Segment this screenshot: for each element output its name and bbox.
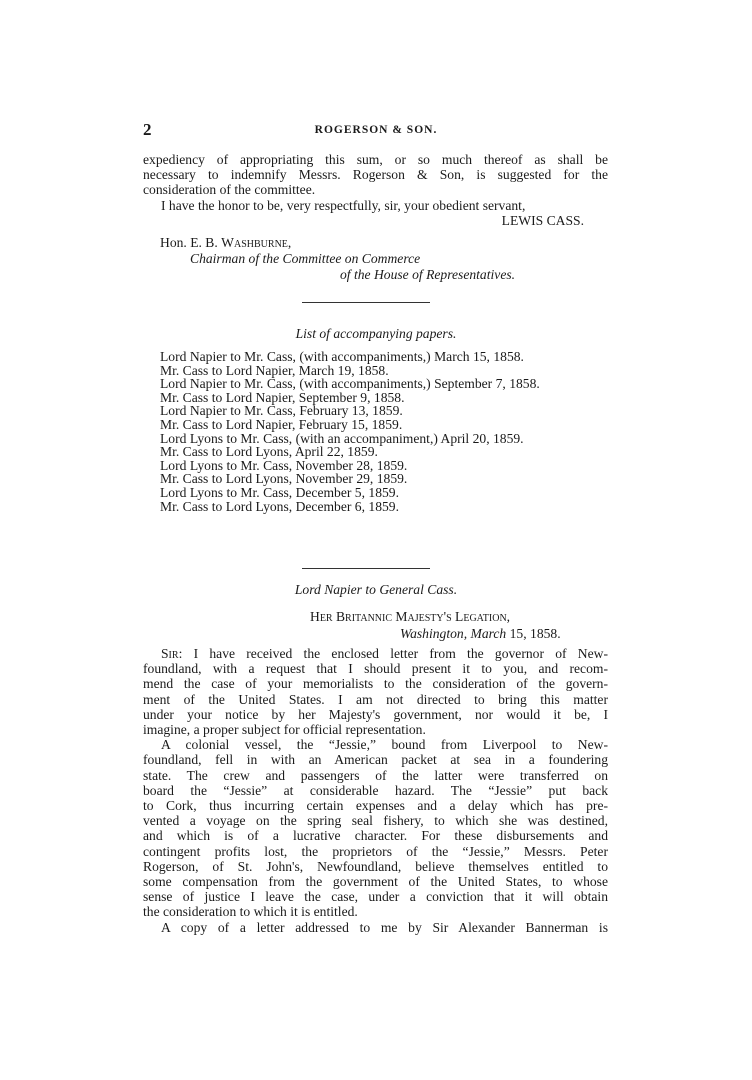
text-line: imagine, a proper subject for official representation. (143, 722, 426, 738)
list-item: Mr. Cass to Lord Lyons, December 6, 1859. (160, 498, 399, 514)
list-item: Mr. Cass to Lord Lyons, November 29, 1859. (160, 471, 408, 487)
place-date-rest: 15, 1858. (506, 626, 561, 641)
text-line: vented a voyage on the spring seal fishery, to which she was destined, (143, 813, 608, 829)
list-item: Mr. Cass to Lord Napier, February 15, 1859. (160, 416, 403, 432)
intro-paragraph (143, 152, 608, 228)
text-line: and which is of a lucrative character. For these disbursements and (143, 828, 608, 844)
papers-heading: List of accompanying papers. (295, 326, 457, 341)
salutation-rest: : I have received the enclosed letter from the governor of New- (178, 646, 608, 661)
dateline (310, 608, 610, 642)
list-item: Mr. Cass to Lord Napier, March 19, 1858. (160, 362, 389, 378)
text-line: mend the case of your memorialists to the consideration of the govern- (143, 676, 608, 692)
text-line: board the “Jessie” at considerable hazard. The “Jessie” put back (143, 782, 608, 798)
section-rule (302, 568, 430, 569)
addressee-prefix: Hon. E. B. (160, 235, 222, 250)
list-item: Lord Lyons to Mr. Cass, (with an accompaniment,) April 20, 1859. (160, 430, 524, 446)
text-line: necessary to indemnify Messrs. Rogerson & Son, is suggested for the (143, 167, 608, 183)
text-line: A colonial vessel, the “Jessie,” bound from Liverpool to New- (161, 737, 608, 753)
papers-list (160, 350, 610, 513)
text-line (143, 646, 608, 661)
text-line: the consideration to which it is entitled. (143, 904, 358, 920)
list-item: Lord Napier to Mr. Cass, February 13, 1859. (160, 403, 403, 419)
text-line: consideration of the committee. (143, 182, 316, 198)
section-rule (302, 302, 430, 303)
text-line: to Cork, thus incurring certain expenses and a delay which has pre- (143, 798, 608, 814)
text-line: under your notice by her Majesty's government, nor would it be, I (143, 706, 608, 722)
text-line: contingent profits lost, the proprietors of the “Jessie,” Messrs. Peter (143, 843, 608, 859)
addressee-title: of the House of Representatives. (340, 267, 516, 282)
text-line: foundland, fell in with an American packet at sea in a foundering (143, 752, 608, 768)
text-line: state. The crew and passengers of the latter were transferred on (143, 767, 608, 783)
list-item: Mr. Cass to Lord Napier, September 9, 1858. (160, 389, 405, 405)
addressee-line (160, 235, 600, 251)
place-date-line (310, 625, 610, 642)
text-line: some compensation from the government of the United States, to whose (143, 874, 608, 890)
page-number: 2 (143, 120, 152, 139)
list-item: Mr. Cass to Lord Lyons, April 22, 1859. (160, 444, 378, 460)
text-line: ment of the United States. I am not directed to bring this matter (143, 691, 608, 707)
legation-line: Her Britannic Majesty's Legation, (310, 609, 511, 624)
text-line: Rogerson, of St. John's, Newfoundland, believe themselves entitled to (143, 858, 608, 874)
list-item: Lord Lyons to Mr. Cass, November 28, 1859. (160, 457, 408, 473)
signature: LEWIS CASS. (501, 212, 584, 228)
closing-line: I have the honor to be, very respectfully, sir, your obedient servant, (161, 197, 526, 213)
addressee-name: Washburne, (221, 235, 292, 250)
letter-heading: Lord Napier to General Cass. (294, 582, 458, 597)
addressee-block (160, 235, 600, 283)
text-line: foundland, with a request that I should present it to you, and recom- (143, 661, 608, 677)
list-item: Lord Lyons to Mr. Cass, December 5, 1859. (160, 484, 399, 500)
text-line: sense of justice I leave the case, under a conviction that it will obtain (143, 889, 608, 905)
addressee-title: Chairman of the Committee on Commerce (190, 251, 421, 266)
place-date-italic: Washington, March (400, 626, 507, 641)
list-item: Lord Napier to Mr. Cass, (with accompaniments,) September 7, 1858. (160, 376, 540, 392)
letter-body (143, 646, 608, 935)
salutation: Sir (161, 646, 179, 661)
running-head: ROGERSON & SON. (314, 124, 438, 136)
text-line: expediency of appropriating this sum, or so much thereof as shall be (143, 152, 608, 167)
text-line: A copy of a letter addressed to me by Sir Alexander Bannerman is (161, 919, 608, 935)
list-item: Lord Napier to Mr. Cass, (with accompaniments,) March 15, 1858. (160, 349, 524, 364)
